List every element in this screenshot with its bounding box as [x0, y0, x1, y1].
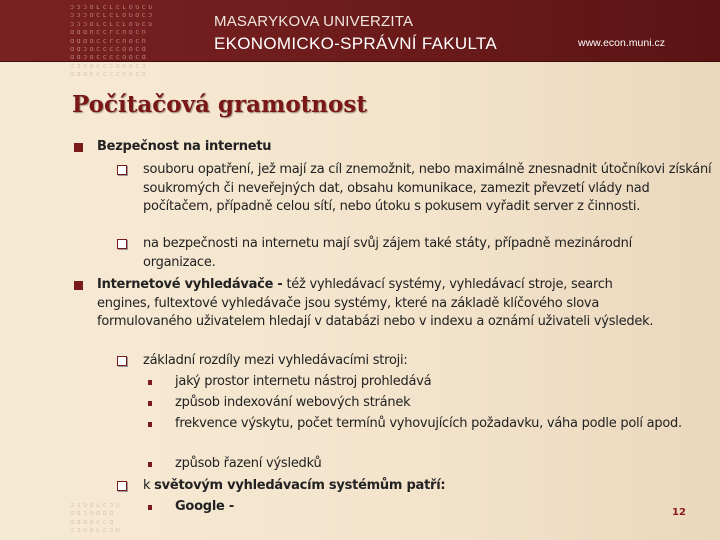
website-url: www.econ.muni.cz	[578, 37, 665, 49]
list-item: Internetové vyhledávače - též vyhledávací systémy, vyhledávací stroje, search engines, fultextové vyhledávače jsou systémy, které na základě klíčového slova formulovaného uživatelem hledají v databázi nebo v indexu a oznámí uživateli výsledek.	[97, 277, 654, 330]
faculty-name: EKONOMICKO-SPRÁVNÍ FAKULTA	[214, 34, 497, 53]
slide-title: Počítačová gramotnost	[72, 91, 367, 118]
bullet-square-icon	[74, 281, 83, 290]
university-name: MASARYKOVA UNIVERZITA	[214, 13, 414, 30]
checkbox-bullet-icon	[117, 165, 127, 175]
list-item: způsob řazení výsledků	[175, 456, 322, 471]
list-item: k světovým vyhledávacím systémům patří:	[143, 478, 446, 493]
list-item: frekvence výskytu, počet termínů vyhovujících požadavku, váha podle polí apod.	[175, 416, 682, 431]
list-item: na bezpečnosti na internetu mají svůj zájem také státy, případně mezinárodní organizace.	[143, 236, 632, 270]
list-item: Bezpečnost na internetu	[97, 139, 272, 154]
page-number: 12	[672, 507, 686, 518]
decorative-pattern: ɔɔɔoʟcʟcʟoʋcʋ ɔɔɔocʟcʟoʋocɔ ɔɔɔoʟcʟcʟoʋcʋ ɑɑɑnccrcnocn ɑɑɑoccrcnocn ɑɑɔoccccoocɑ ɑɑɔoccccoocɑ	[70, 3, 155, 62]
list-item: základní rozdíly mezi vyhledávacími stroji:	[143, 353, 408, 368]
bullet-small-icon	[148, 380, 152, 385]
bullet-small-icon	[148, 505, 152, 510]
checkbox-bullet-icon	[117, 239, 127, 249]
list-item: souboru opatření, jež mají za cíl znemožnit, nebo maximálně znesnadnit útočníkovi získání soukromých či neveřejných dat, obsahu komunikace, zamezit převzetí vlády nad počítačem, případně celou sítí, nebo útoku s pokusem vyřadit server z činnosti.	[143, 162, 712, 215]
decorative-pattern: ɔɔɔocccoʋocɔ ɑɑɑnccrcnocn	[70, 62, 149, 79]
decorative-pattern: ɔɔʋoʟcɔʋ ɑɑɔoɑɑɑ ɑɑɑoccɑ ɔɔʋoʟcɔʋ	[70, 501, 123, 535]
list-item: jaký prostor internetu nástroj prohledává	[175, 374, 432, 389]
checkbox-bullet-icon	[117, 356, 127, 366]
list-item: způsob indexování webových stránek	[175, 395, 411, 410]
list-item: Google -	[175, 499, 235, 514]
bullet-small-icon	[148, 462, 152, 467]
bullet-square-icon	[74, 143, 83, 152]
bullet-small-icon	[148, 422, 152, 427]
header-banner	[0, 0, 720, 62]
checkbox-bullet-icon	[117, 481, 127, 491]
bullet-small-icon	[148, 401, 152, 406]
